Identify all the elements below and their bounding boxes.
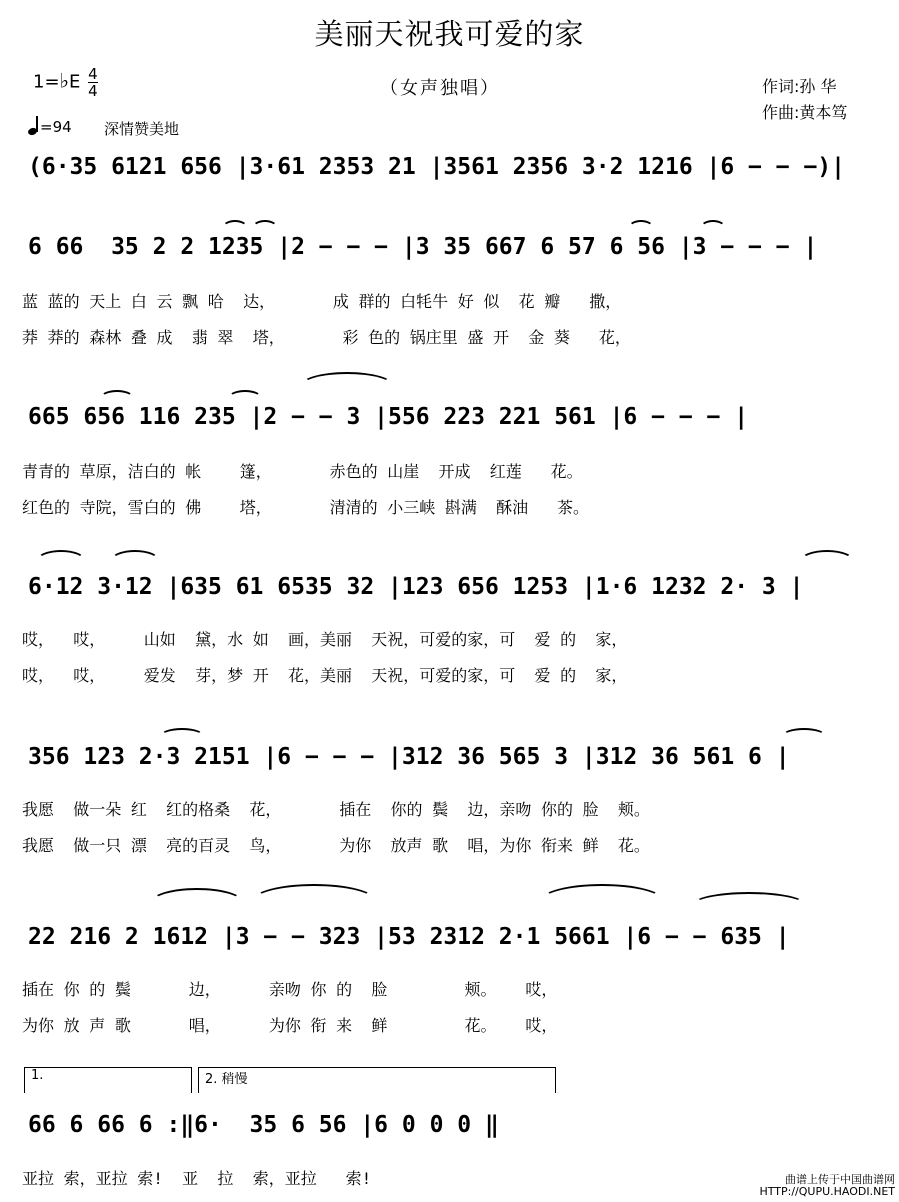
time-signature: [88, 66, 98, 99]
notation-row: 66 6 66 6 :‖6· 35 6 56 |6 0 0 0 ‖: [28, 1112, 499, 1138]
slur-mark: [782, 728, 826, 744]
first-ending-bracket: [24, 1067, 192, 1093]
lyric-line-verse-1: 蓝 蓝的 天上 白 云 飘 哈 达， 成 群的 白牦牛 好 似 花 瓣 撒，: [22, 292, 622, 311]
second-ending-tempo: 稍慢: [221, 1072, 248, 1087]
score-system-1: [0, 150, 899, 190]
slur-mark: [700, 220, 726, 236]
lyricist-credit: 作词:孙 华: [762, 77, 837, 96]
second-ending-label: 2.: [205, 1072, 218, 1087]
slur-mark: [692, 892, 806, 918]
lyric-line-verse-2: 哎， 哎， 爱发 芽，梦 开 花，美丽 天祝，可爱的家，可 爱 的 家，: [22, 666, 628, 685]
second-ending-bracket: [198, 1067, 556, 1093]
slur-mark: [36, 550, 86, 572]
notation-row: 6 66 35 2 2 1235 |2 − − − |3 35 667 6 57 6 56 |3 − − − |: [28, 234, 818, 260]
slur-mark: [252, 884, 376, 918]
slur-mark: [800, 550, 854, 572]
notation-row: 6·12 3·12 |635 61 6535 32 |123 656 1253 |1·6 1232 2· 3 |: [28, 574, 804, 600]
first-ending-label: 1.: [31, 1068, 44, 1083]
lyric-line-verse-1: 哎， 哎， 山如 黛，水 如 画，美丽 天祝，可爱的家，可 爱 的 家，: [22, 630, 628, 649]
score-system-2: [0, 230, 899, 270]
tempo-marking: [28, 117, 72, 136]
key-letter: E: [68, 71, 81, 93]
song-title: 美丽天祝我可爱的家: [314, 17, 585, 51]
slur-mark: [300, 372, 394, 400]
slur-mark: [252, 220, 278, 236]
lyric-line-verse-2: 我愿 做一只 漂 亮的百灵 鸟， 为你 放声 歌 唱，为你 衔来 鲜 花。: [22, 836, 650, 855]
lyric-line-verse-1: 亚拉 索，亚拉 索! 亚 拉 索，亚拉 索!: [22, 1169, 372, 1188]
slur-mark: [222, 220, 248, 236]
score-system-7: [0, 1108, 899, 1148]
lyric-line-verse-1: 青青的 草原，洁白的 帐 篷， 赤色的 山崖 开成 红莲 花。: [22, 462, 583, 481]
slur-mark: [628, 220, 654, 236]
slur-mark: [150, 888, 244, 918]
expression-marking: 深情赞美地: [104, 120, 180, 138]
performance-subtitle: （女声独唱）: [380, 78, 500, 99]
lyric-line-verse-2: 莽 莽的 森林 叠 成 翡 翠 塔， 彩 色的 锅庄里 盛 开 金 葵 花，: [22, 328, 631, 347]
score-system-4: [0, 570, 899, 610]
lyric-line-verse-2: 红色的 寺院，雪白的 佛 塔， 清清的 小三峡 斟满 酥油 茶。: [22, 498, 590, 517]
score-system-6: [0, 920, 899, 960]
key-prefix: 1=: [33, 71, 60, 93]
site-watermark: [759, 1174, 895, 1198]
lyric-line-verse-2: 为你 放 声 歌 唱， 为你 衔 来 鲜 花。 哎，: [22, 1016, 558, 1035]
lyric-line-verse-1: 插在 你 的 鬓 边， 亲吻 你 的 脸 颊。 哎，: [22, 980, 558, 999]
quarter-note-icon: [28, 117, 40, 135]
time-signature-numerator: 4: [88, 65, 98, 83]
score-system-3: [0, 400, 899, 440]
slur-mark: [100, 390, 134, 406]
notation-row: (6·35 6121 656 |3·61 2353 21 |3561 2356 3·2 1216 |6 − − −)|: [28, 154, 845, 180]
slur-mark: [540, 884, 664, 918]
watermark-line-2: HTTP://QUPU.HAODI.NET: [759, 1185, 895, 1198]
slur-mark: [110, 550, 160, 572]
composer-credit: 作曲:黄本笃: [762, 103, 848, 122]
time-signature-denominator: 4: [88, 82, 98, 100]
key-signature: [33, 66, 98, 99]
notation-row: 665 656 116 235 |2 − − 3 |556 223 221 561 |6 − − − |: [28, 404, 749, 430]
score-system-5: [0, 740, 899, 780]
notation-row: 356 123 2·3 2151 |6 − − − |312 36 565 3 |312 36 561 6 |: [28, 744, 790, 770]
tempo-value: =94: [40, 118, 72, 136]
notation-row: 22 216 2 1612 |3 − − 323 |53 2312 2·1 5661 |6 − − 635 |: [28, 924, 790, 950]
lyric-line-verse-1: 我愿 做一朵 红 红的格桑 花， 插在 你的 鬓 边，亲吻 你的 脸 颊。: [22, 800, 650, 819]
watermark-line-1: 曲谱上传于中国曲谱网: [785, 1173, 895, 1186]
slur-mark: [228, 390, 262, 406]
flat-symbol: ♭: [59, 68, 69, 93]
slur-mark: [160, 728, 204, 744]
